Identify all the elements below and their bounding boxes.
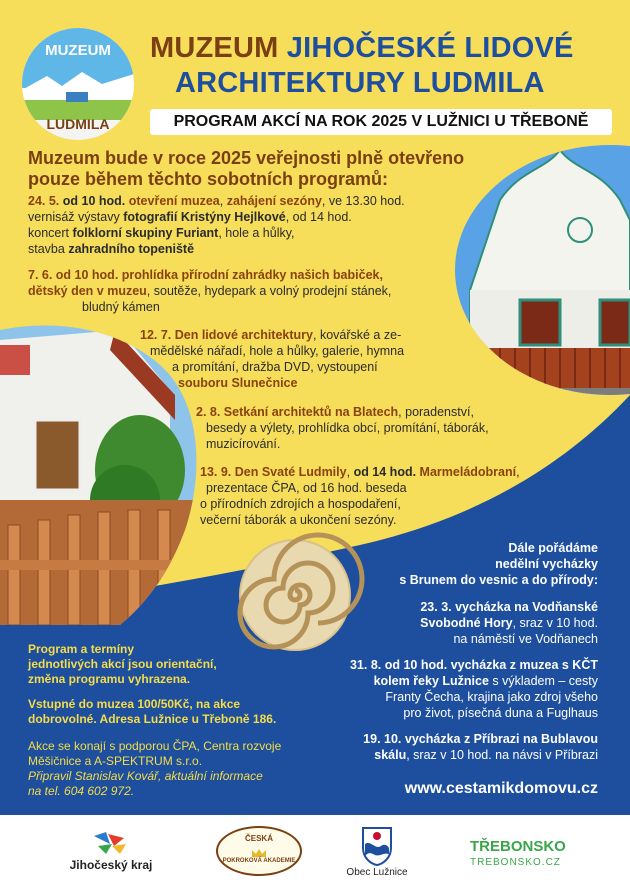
walk-2-desc: s výkladem – cesty bbox=[488, 674, 598, 688]
event-4-line-1b: , poradenství, bbox=[398, 405, 474, 419]
sunday-heading-2: nedělní vycházky bbox=[495, 557, 598, 571]
event-1-time: od 10 hod. bbox=[62, 194, 126, 208]
walk-1-line-1: 23. 3. vycházka na Vodňanské bbox=[420, 600, 598, 614]
walk-3-line-1: 19. 10. vycházka z Příbrazi na Bublavou bbox=[363, 732, 598, 746]
event-3-line-4: souboru Slunečnice bbox=[178, 376, 298, 390]
event-5-head: 13. 9. Den Svaté Ludmily bbox=[200, 465, 347, 479]
intro-line-2: pouze během těchto sobotních programů: bbox=[28, 169, 389, 189]
event-5-line-4: večerní táborák a ukončení sezóny. bbox=[200, 513, 397, 527]
event-1-name-2: zahájení sezóny bbox=[226, 194, 322, 208]
title-line-2: ARCHITEKTURY LUDMILA bbox=[175, 67, 545, 99]
event-1-sep: , bbox=[219, 194, 224, 208]
event-3-line-1b: , kovářské a ze- bbox=[313, 328, 402, 342]
note-3-line-3: Připravil Stanislav Kovář, aktuální informace bbox=[28, 769, 263, 783]
event-5-line-1 bbox=[200, 465, 520, 479]
note-2-line-1: Vstupné do muzea 100/50Kč, na akce bbox=[28, 697, 241, 711]
event-3-line-2: mědělské nářadí, hole a hůlky, galerie, hymna bbox=[150, 344, 405, 358]
event-2-head: 7. 6. od 10 hod. prohlídka přírodní zahrádky našich babiček, bbox=[28, 268, 383, 282]
obec-luznice-label: Obec Lužnice bbox=[346, 867, 408, 878]
walk-1-line-3: na náměstí ve Vodňanech bbox=[453, 632, 598, 646]
event-5-line-1e: , bbox=[516, 465, 520, 479]
event-4-head: 2. 8. Setkání architektů na Blatech bbox=[196, 405, 399, 419]
event-5-line-1c: od 14 hod. bbox=[353, 465, 417, 479]
event-1-rest: , ve 13.30 hod. bbox=[321, 194, 405, 208]
jihocesky-kraj-label: Jihočeský kraj bbox=[69, 858, 153, 872]
event-1-line-3a: koncert bbox=[28, 226, 69, 240]
obec-luznice-crest bbox=[361, 826, 393, 866]
walk-2-line-1: 31. 8. od 10 hod. vycházka z muzea s KČT bbox=[349, 658, 598, 672]
akademie-text-2: POKROKOVÁ AKADEMIE bbox=[222, 858, 296, 864]
crest-icon bbox=[361, 826, 393, 866]
note-1-line-3: změna programu vyhrazena. bbox=[28, 672, 191, 686]
subtitle-banner: PROGRAM AKCÍ NA ROK 2025 V LUŽNICI U TŘEBONĚ bbox=[150, 109, 612, 135]
title-line-1 bbox=[150, 32, 574, 65]
walk-2-line-3: Franty Čecha, krajina jako zdroj všeho bbox=[385, 690, 598, 704]
event-1-line-3c: , hole a hůlky, bbox=[218, 226, 295, 240]
note-3-line-4: na tel. 604 602 972. bbox=[28, 784, 135, 798]
event-3-line-3: a promítání, dražba DVD, vystoupení bbox=[172, 360, 378, 374]
event-1-line-4 bbox=[28, 242, 194, 256]
event-4-line-1 bbox=[196, 405, 474, 419]
note-1-line-1: Program a termíny bbox=[28, 642, 135, 656]
event-2-line-2 bbox=[28, 284, 391, 298]
museum-logo bbox=[22, 28, 134, 140]
event-1-line-2 bbox=[28, 210, 352, 224]
walk-1-meet: , sraz v 10 hod. bbox=[512, 616, 598, 630]
event-5-line-1b: , bbox=[346, 465, 351, 479]
website-link[interactable]: www.cestamikdomovu.cz bbox=[404, 780, 598, 797]
sunday-heading-3: s Brunem do vesnic a do přírody: bbox=[399, 573, 598, 587]
jihocesky-kraj-icon bbox=[90, 830, 130, 856]
event-2-line-2b: , soutěže, hydepark a volný prodejní stánek, bbox=[146, 284, 392, 298]
walk-1-line-2 bbox=[300, 616, 598, 630]
intro-line-1: Muzeum bude v roce 2025 veřejnosti plně otevřeno bbox=[28, 148, 465, 168]
logo-bottom-text: LUDMILA bbox=[46, 116, 110, 132]
walk-3-meet: , sraz v 10 hod. na návsi v Příbrazi bbox=[406, 748, 598, 762]
event-1-line-2a: vernisáž výstavy bbox=[28, 210, 120, 224]
event-1-date: 24. 5. bbox=[28, 194, 60, 208]
title-part-1: MUZEUM bbox=[150, 32, 279, 64]
akademie-logo bbox=[216, 826, 302, 876]
jihocesky-kraj-logo bbox=[90, 830, 130, 856]
note-3-line-1: Akce se konají s podporou ČPA, Centra rozvoje bbox=[28, 739, 282, 753]
akademie-text-1: ČESKÁ bbox=[244, 834, 273, 843]
walk-3-line-2 bbox=[300, 748, 598, 762]
walk-2-line-2 bbox=[300, 674, 598, 688]
event-1-line-1 bbox=[28, 194, 405, 208]
walk-2-place: kolem řeky Lužnice bbox=[373, 674, 489, 688]
note-3-line-2: Měšičnice a A-SPEKTRUM s.r.o. bbox=[28, 754, 203, 768]
crown-icon bbox=[251, 845, 267, 855]
walk-1-place: Svobodné Hory bbox=[420, 616, 513, 630]
title-part-2: JIHOČESKÉ LIDOVÉ bbox=[286, 32, 574, 64]
event-1-line-4a: stavba bbox=[28, 242, 65, 256]
trebonsko-logo-text: TŘEBONSKO bbox=[470, 838, 566, 855]
walk-3-place: skálu bbox=[374, 748, 407, 762]
event-1-line-3 bbox=[28, 226, 295, 240]
note-1-line-2: jednotlivých akcí jsou orientační, bbox=[28, 657, 217, 671]
event-5-line-3: o přírodních zdrojích a hospodaření, bbox=[200, 497, 401, 511]
walk-2-line-4: pro život, písečná duna a Fuglhaus bbox=[403, 706, 598, 720]
note-2-line-2: dobrovolné. Adresa Lužnice u Třeboně 186. bbox=[28, 712, 277, 726]
event-3-head: 12. 7. Den lidové architektury bbox=[140, 328, 313, 342]
event-5-line-2: prezentace ČPA, od 16 hod. beseda bbox=[206, 481, 407, 495]
event-1-line-4b: zahradního topeniště bbox=[68, 242, 195, 256]
event-4-line-3: muzicírování. bbox=[206, 437, 281, 451]
logo-top-text: MUZEUM bbox=[45, 42, 111, 59]
event-1-line-2c: , od 14 hod. bbox=[285, 210, 352, 224]
trebonsko-url: TREBONSKO.CZ bbox=[470, 857, 561, 868]
event-1-name-1: otevření muzea bbox=[128, 194, 220, 208]
event-4-line-2: besedy a výlety, prohlídka obcí, promítání, táborák, bbox=[206, 421, 489, 435]
event-1-line-3b: folklorní skupiny Furiant bbox=[72, 226, 219, 240]
event-3-line-1 bbox=[140, 328, 401, 342]
event-2-line-3: bludný kámen bbox=[82, 300, 160, 314]
event-2-line-2a: dětský den v muzeu bbox=[28, 284, 147, 298]
sunday-heading-1: Dále pořádáme bbox=[508, 541, 598, 555]
event-5-line-1d: Marmeládobraní bbox=[419, 465, 517, 479]
event-1-line-2b: fotografií Kristýny Hejlkové bbox=[123, 210, 286, 224]
